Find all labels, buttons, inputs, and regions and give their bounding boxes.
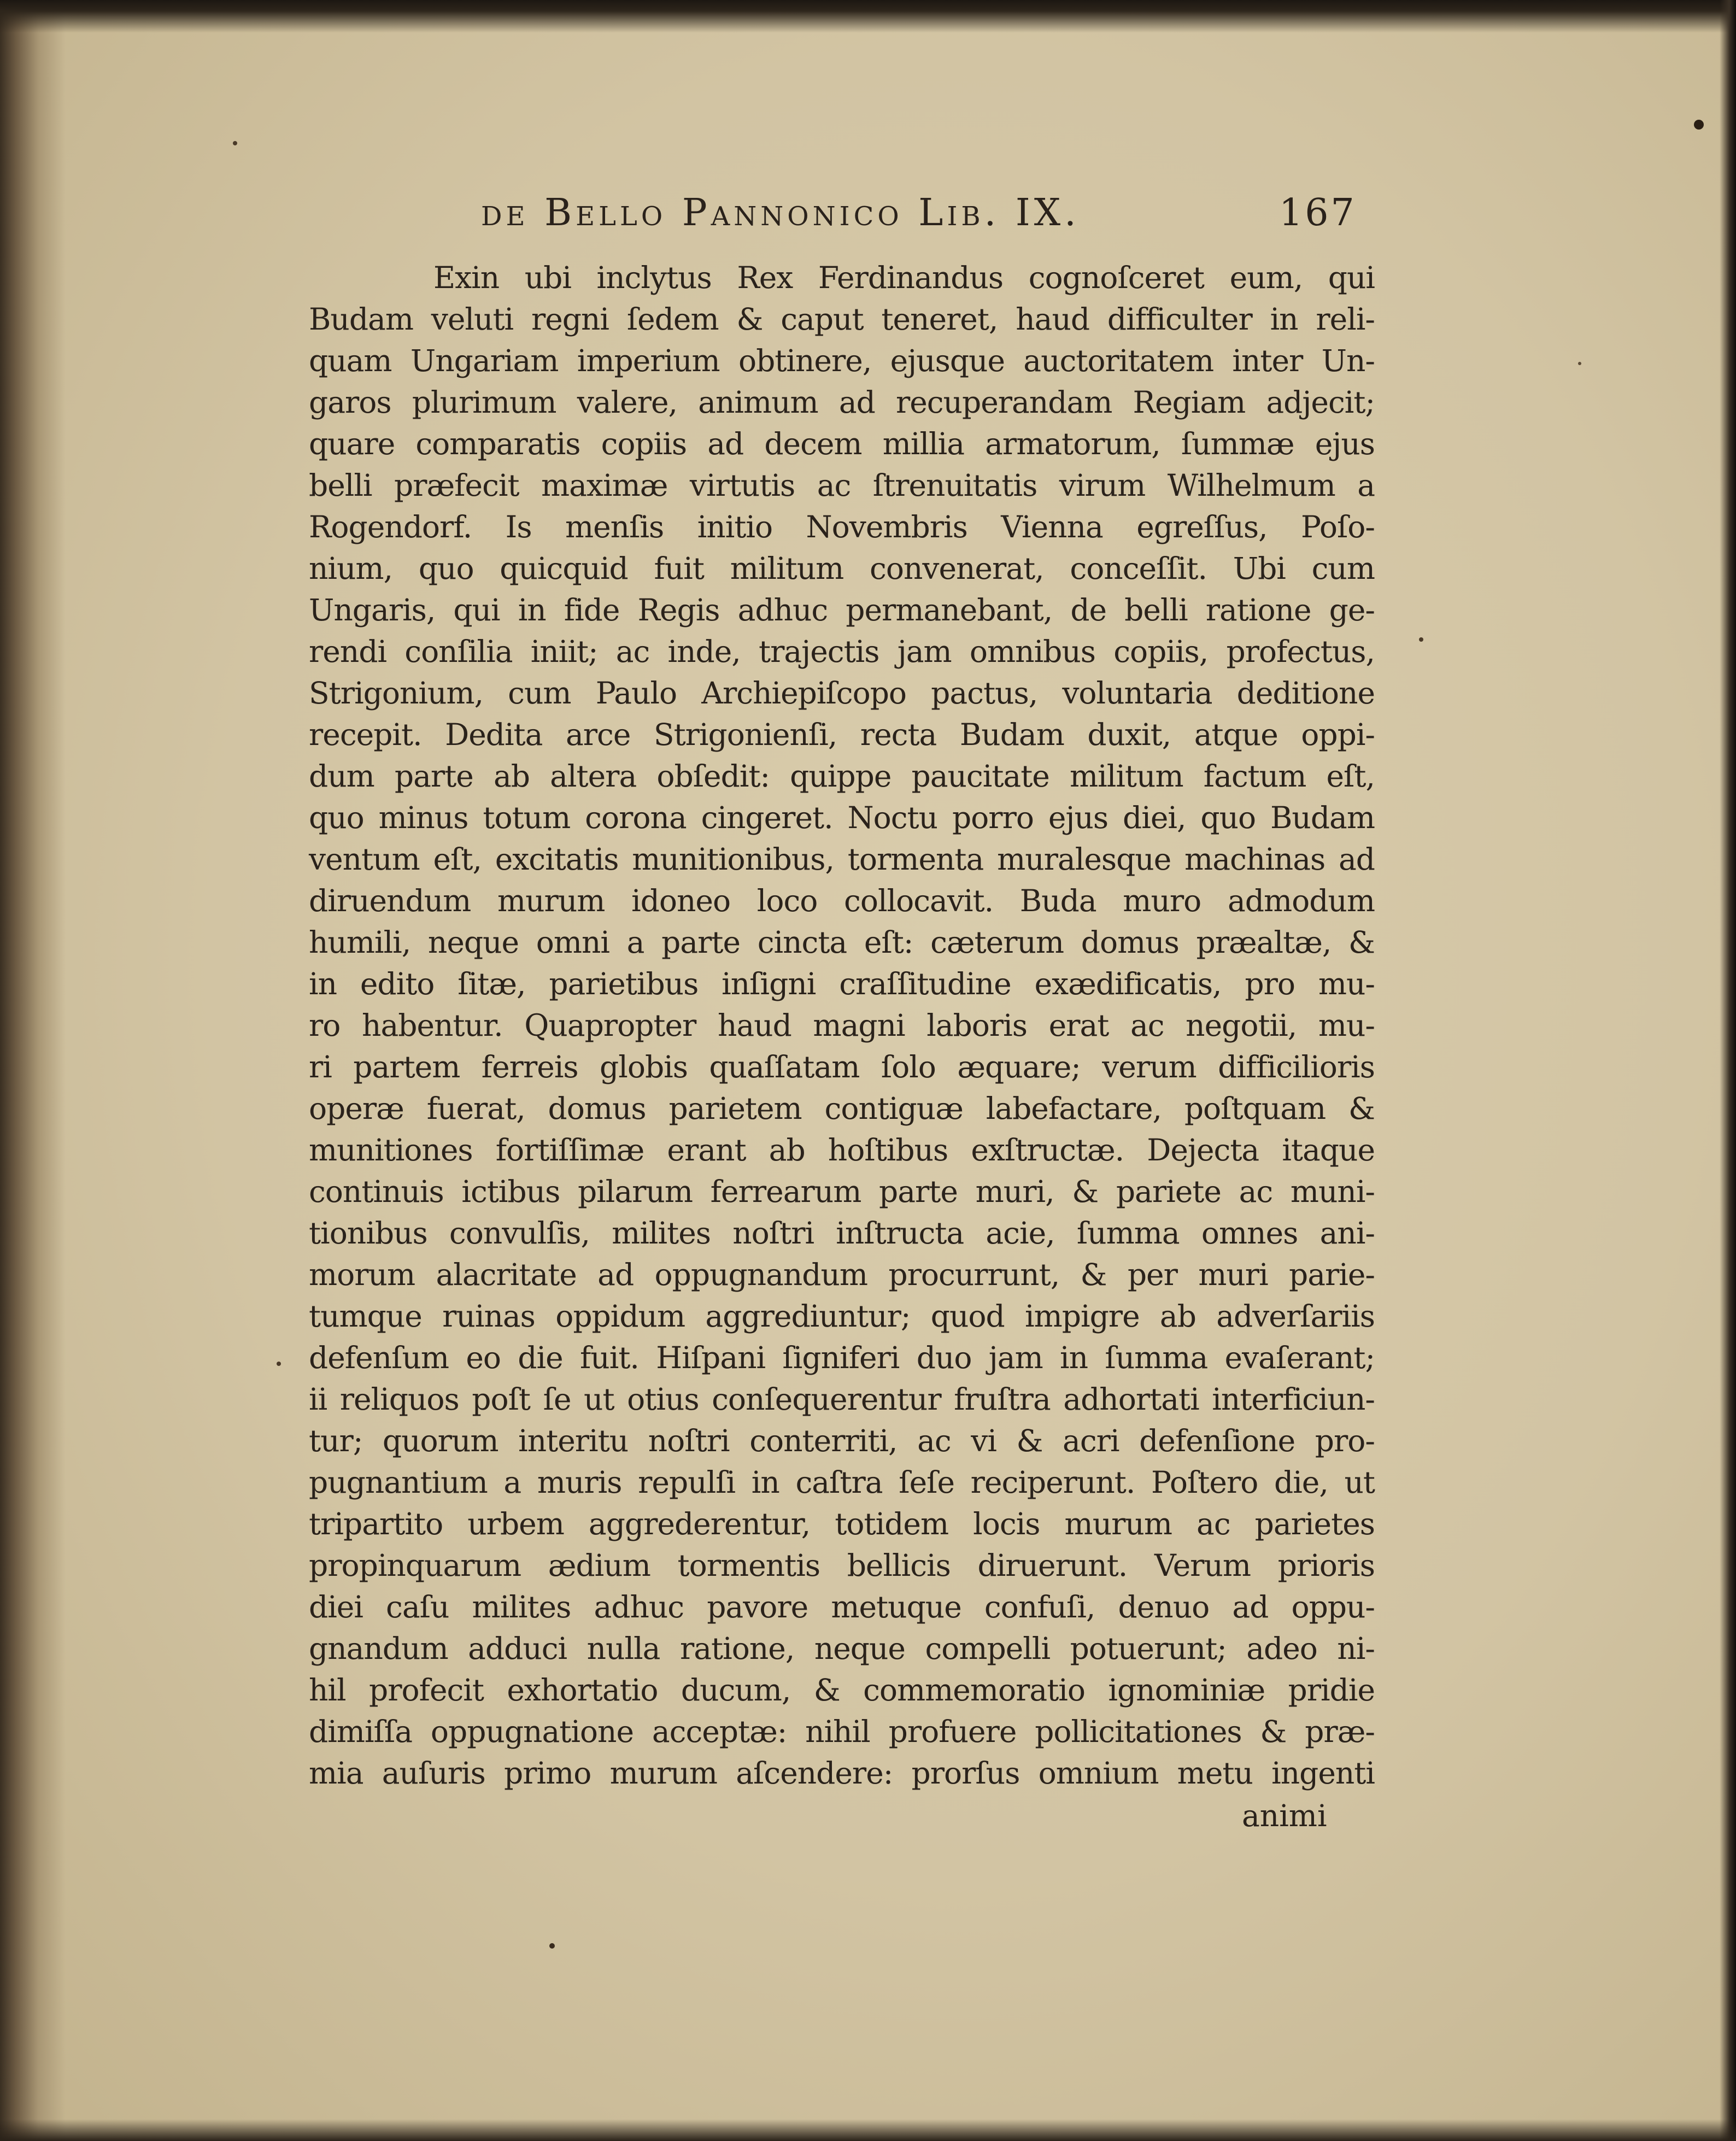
text-line: Exin ubi inclytus Rex Ferdinandus cognoſceret eum, qui xyxy=(433,260,1375,295)
speck xyxy=(1419,637,1423,642)
page-number: 167 xyxy=(1279,191,1357,234)
speck xyxy=(549,1943,555,1949)
text-line: garos plurimum valere, animum ad recuperandam Regiam adjecit; xyxy=(309,385,1375,420)
text-line: hil profecit exhortatio ducum, & commemoratio ignominiæ pridie xyxy=(309,1673,1375,1708)
text-line: munitiones fortiſſimæ erant ab hoſtibus exſtructæ. Dejecta itaque xyxy=(309,1133,1375,1168)
text-line: diei caſu milites adhuc pavore metuque confuſi, denuo ad oppu- xyxy=(309,1589,1375,1624)
speck xyxy=(1694,120,1704,130)
text-line: quam Ungariam imperium obtinere, ejusque auctoritatem inter Un- xyxy=(309,343,1375,378)
text-line: tur; quorum interitu noſtri conterriti, ac vi & acri defenſione pro- xyxy=(309,1423,1375,1458)
text-line: ro habentur. Quapropter haud magni laboris erat ac negotii, mu- xyxy=(309,1008,1375,1043)
text-line: morum alacritate ad oppugnandum procurrunt, & per muri parie- xyxy=(309,1257,1375,1292)
speck xyxy=(1578,362,1581,365)
running-title: de Bello Pannonico Lib. IX. xyxy=(481,191,1080,234)
text-line: tripartito urbem aggrederentur, totidem locis murum ac parietes xyxy=(309,1506,1375,1541)
text-line: quare comparatis copiis ad decem millia armatorum, ſummæ ejus xyxy=(309,426,1375,461)
text-line: in edito ſitæ, parietibus inſigni craſſitudine exædificatis, pro mu- xyxy=(309,966,1375,1001)
text-line: operæ fuerat, domus parietem contiguæ labefactare, poſtquam & xyxy=(309,1091,1375,1126)
text-line: propinquarum ædium tormentis bellicis diruerunt. Verum prioris xyxy=(309,1548,1375,1583)
page-header xyxy=(481,191,1356,251)
catchword: animi xyxy=(1242,1798,1327,1833)
text-line: ventum eſt, excitatis munitionibus, tormenta muralesque machinas ad xyxy=(309,842,1375,877)
speck xyxy=(277,1362,281,1366)
text-line: dimiſſa oppugnatione acceptæ: nihil profuere pollicitationes & præ- xyxy=(309,1714,1375,1749)
text-line: continuis ictibus pilarum ferrearum parte muri, & pariete ac muni- xyxy=(309,1174,1375,1209)
text-line: nium, quo quicquid fuit militum convenerat, conceſſit. Ubi cum xyxy=(309,551,1375,586)
text-line: Strigonium, cum Paulo Archiepiſcopo pactus, voluntaria deditione xyxy=(309,676,1375,711)
text-line: rendi conſilia iniit; ac inde, trajectis jam omnibus copiis, profectus, xyxy=(309,634,1375,669)
text-line: tionibus convulſis, milites noſtri inſtructa acie, ſumma omnes ani- xyxy=(309,1216,1375,1251)
text-line: Ungaris, qui in fide Regis adhuc permanebant, de belli ratione ge- xyxy=(309,593,1375,627)
text-line: gnandum adduci nulla ratione, neque compelli potuerunt; adeo ni- xyxy=(309,1631,1375,1666)
text-line: belli præfecit maximæ virtutis ac ſtrenuitatis virum Wilhelmum a xyxy=(309,468,1375,503)
text-line: ii reliquos poſt ſe ut otius conſequerentur fruſtra adhortati interficiun- xyxy=(309,1382,1375,1417)
text-line: dum parte ab altera obſedit: quippe paucitate militum factum eſt, xyxy=(309,759,1375,794)
text-line: quo minus totum corona cingeret. Noctu porro ejus diei, quo Budam xyxy=(309,800,1375,835)
text-line: defenſum eo die fuit. Hiſpani ſigniferi duo jam in ſumma evaſerant; xyxy=(309,1340,1375,1375)
text-line: humili, neque omni a parte cincta eſt: cæterum domus præaltæ, & xyxy=(309,925,1375,960)
speck xyxy=(233,141,237,145)
body-text xyxy=(309,256,1375,1841)
text-line: Rogendorf. Is menſis initio Novembris Vienna egreſſus, Poſo- xyxy=(309,509,1375,544)
text-line: diruendum murum idoneo loco collocavit. Buda muro admodum xyxy=(309,883,1375,918)
text-line: Budam veluti regni ſedem & caput teneret, haud difficulter in reli- xyxy=(309,302,1375,337)
text-line: recepit. Dedita arce Strigonienſi, recta Budam duxit, atque oppi- xyxy=(309,717,1375,752)
text-line: mia auſuris primo murum aſcendere: prorſus omnium metu ingenti xyxy=(309,1756,1375,1791)
text-line: ri partem ferreis globis quaſſatam ſolo æquare; verum difficilioris xyxy=(309,1049,1375,1084)
text-line: tumque ruinas oppidum aggrediuntur; quod impigre ab adverſariis xyxy=(309,1299,1375,1334)
text-line: pugnantium a muris repulſi in caſtra ſeſe reciperunt. Poſtero die, ut xyxy=(309,1465,1375,1500)
